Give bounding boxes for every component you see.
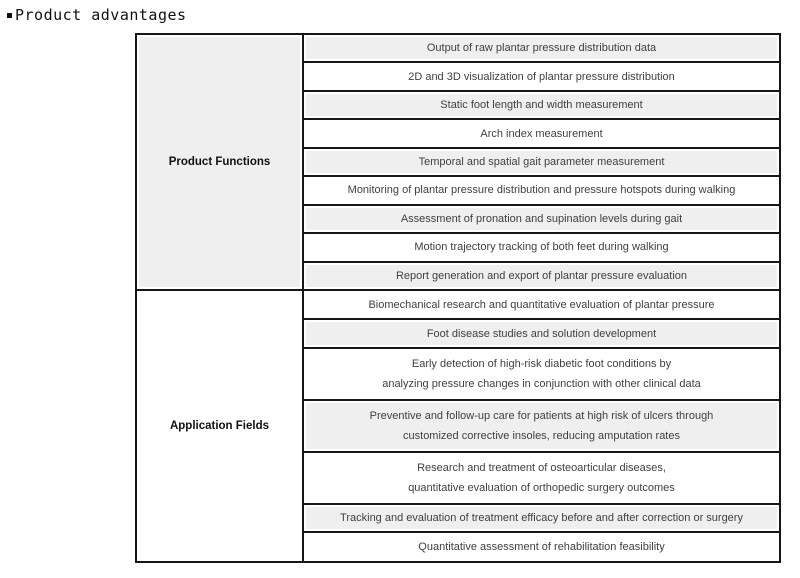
table-row xyxy=(304,177,779,205)
row-text: quantitative evaluation of orthopedic surgery outcomes xyxy=(408,482,675,494)
table-row xyxy=(304,263,779,289)
table-row xyxy=(304,206,779,234)
product-functions-rows xyxy=(304,35,779,289)
row-text: Static foot length and width measurement xyxy=(440,99,643,112)
row-text: Assessment of pronation and supination levels during gait xyxy=(400,212,683,225)
table-row xyxy=(304,35,779,63)
row-text: Arch index measurement xyxy=(480,127,603,140)
product-advantages-table xyxy=(135,33,781,563)
square-bullet-icon xyxy=(7,13,12,18)
application-fields-rows xyxy=(304,291,779,561)
row-text: Report generation and export of plantar pressure evaluation xyxy=(395,269,688,282)
row-text: Biomechanical research and quantitative evaluation of plantar pressure xyxy=(368,298,715,311)
row-text: 2D and 3D visualization of plantar pressure distribution xyxy=(408,70,675,83)
row-text: customized corrective insoles, reducing amputation rates xyxy=(403,430,680,442)
table-row xyxy=(304,63,779,91)
table-row xyxy=(304,453,779,505)
table-row xyxy=(304,505,779,533)
section-product-functions xyxy=(137,35,779,291)
table-row xyxy=(304,349,779,401)
table-row xyxy=(304,92,779,120)
row-text: Preventive and follow-up care for patients at high risk of ulcers through xyxy=(369,410,714,422)
row-text: Monitoring of plantar pressure distribution and pressure hotspots during walking xyxy=(347,184,736,197)
page-title-text: Product advantages xyxy=(15,6,187,24)
table-row xyxy=(304,234,779,262)
section-header-product-functions: Product Functions xyxy=(137,35,304,289)
row-text: Temporal and spatial gait parameter measurement xyxy=(418,155,665,168)
row-text: Motion trajectory tracking of both feet during walking xyxy=(414,241,669,254)
table-row xyxy=(304,401,779,453)
row-text: Foot disease studies and solution development xyxy=(426,327,657,340)
row-text: Quantitative assessment of rehabilitation feasibility xyxy=(418,541,665,553)
table-row xyxy=(304,533,779,561)
row-text: Output of raw plantar pressure distribution data xyxy=(426,42,657,55)
table-row xyxy=(304,149,779,177)
section-application-fields xyxy=(137,291,779,561)
page-title xyxy=(7,6,187,24)
table-row xyxy=(304,120,779,148)
row-text: Tracking and evaluation of treatment efficacy before and after correction or surgery xyxy=(340,512,743,524)
row-text: Research and treatment of osteoarticular diseases, xyxy=(417,462,666,474)
table-row xyxy=(304,320,779,349)
row-text: Early detection of high-risk diabetic foot conditions by xyxy=(411,358,672,370)
row-text: analyzing pressure changes in conjunction with other clinical data xyxy=(382,378,701,390)
section-header-application-fields: Application Fields xyxy=(137,291,304,561)
table-row xyxy=(304,291,779,320)
